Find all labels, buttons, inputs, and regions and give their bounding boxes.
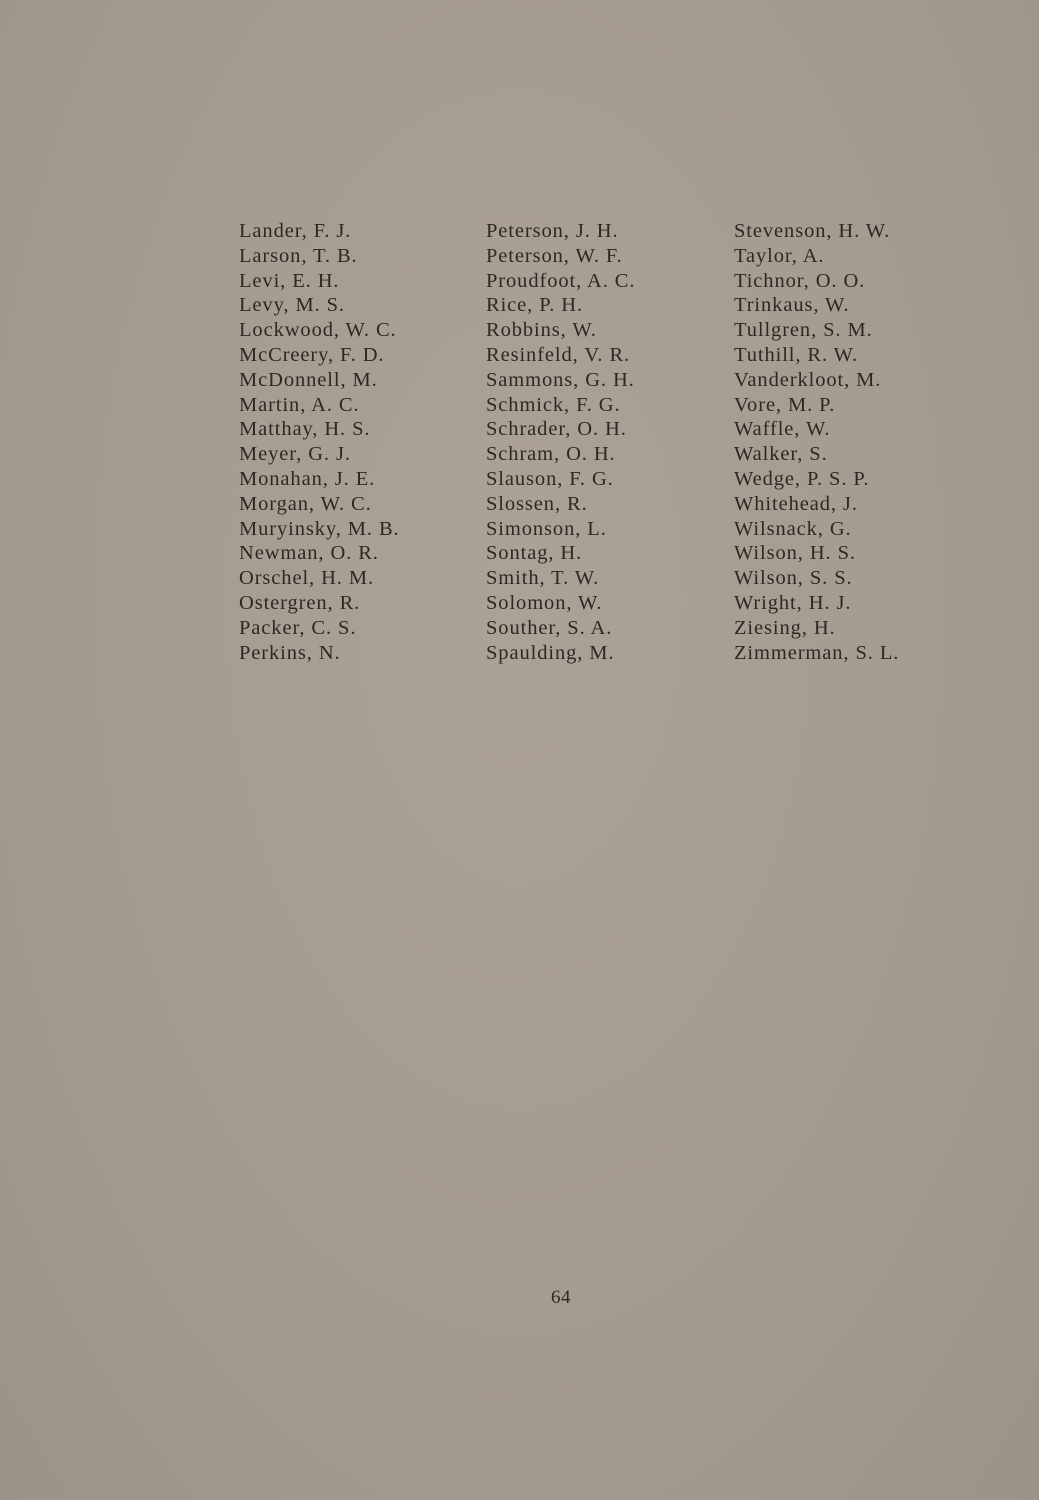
name-entry: Meyer, G. J. — [239, 443, 351, 466]
name-entry: Simonson, L. — [486, 517, 607, 540]
name-entry: Slauson, F. G. — [486, 467, 614, 490]
name-entry: Levy, M. S. — [239, 294, 345, 317]
name-column-3 — [734, 219, 899, 665]
name-entry: McDonnell, M. — [239, 368, 378, 391]
name-entry: Newman, O. R. — [239, 542, 379, 565]
name-entry: Morgan, W. C. — [239, 492, 372, 515]
name-entry: Monahan, J. E. — [239, 467, 376, 490]
name-entry: Sammons, G. H. — [486, 368, 635, 391]
name-entry: Perkins, N. — [239, 641, 341, 664]
name-entry: Wilson, S. S. — [734, 567, 853, 590]
name-entry: Waffle, W. — [734, 418, 831, 441]
name-entry: Zimmerman, S. L. — [734, 641, 900, 664]
name-entry: Peterson, W. F. — [486, 244, 623, 267]
page-number: 64 — [551, 1287, 571, 1308]
name-entry: Wedge, P. S. P. — [734, 467, 870, 490]
name-entry: Wright, H. J. — [734, 591, 852, 614]
name-entry: Trinkaus, W. — [734, 294, 850, 317]
name-entry: Peterson, J. H. — [486, 220, 619, 242]
name-entry: Schmick, F. G. — [486, 393, 621, 416]
name-entry: Lockwood, W. C. — [239, 319, 397, 342]
name-entry: Tichnor, O. O. — [734, 269, 866, 292]
name-entry: Matthay, H. S. — [239, 418, 371, 441]
name-entry: Slossen, R. — [486, 492, 588, 515]
name-entry: McCreery, F. D. — [239, 343, 385, 366]
name-entry: Levi, E. H. — [239, 269, 340, 292]
name-entry: Resinfeld, V. R. — [486, 343, 631, 366]
name-entry: Taylor, A. — [734, 244, 825, 267]
name-entry: Ziesing, H. — [734, 616, 836, 639]
name-entry: Smith, T. W. — [486, 567, 600, 590]
name-entry: Proudfoot, A. C. — [486, 269, 636, 292]
name-entry: Martin, A. C. — [239, 393, 360, 416]
name-entry: Spaulding, M. — [486, 641, 615, 664]
name-entry: Souther, S. A. — [486, 616, 613, 639]
name-entry: Lander, F. J. — [239, 220, 352, 242]
name-entry: Ostergren, R. — [239, 591, 361, 614]
name-entry: Larson, T. B. — [239, 244, 358, 267]
name-entry: Tuthill, R. W. — [734, 343, 859, 366]
name-entry: Vore, M. P. — [734, 393, 836, 416]
name-column-2 — [486, 219, 635, 665]
name-entry: Solomon, W. — [486, 591, 603, 614]
name-entry: Schrader, O. H. — [486, 418, 627, 441]
name-entry: Muryinsky, M. B. — [239, 517, 400, 540]
name-column-1 — [239, 219, 400, 665]
name-entry: Walker, S. — [734, 443, 828, 466]
name-entry: Wilsnack, G. — [734, 517, 852, 540]
name-entry: Orschel, H. M. — [239, 567, 375, 590]
name-entry: Whitehead, J. — [734, 492, 858, 515]
name-entry: Rice, P. H. — [486, 294, 584, 317]
name-entry: Stevenson, H. W. — [734, 220, 891, 242]
name-entry: Robbins, W. — [486, 319, 597, 342]
name-entry: Schram, O. H. — [486, 443, 616, 466]
name-entry: Vanderkloot, M. — [734, 368, 882, 391]
name-entry: Tullgren, S. M. — [734, 319, 873, 342]
name-entry: Wilson, H. S. — [734, 542, 856, 565]
name-entry: Packer, C. S. — [239, 616, 357, 639]
name-entry: Sontag, H. — [486, 542, 583, 565]
